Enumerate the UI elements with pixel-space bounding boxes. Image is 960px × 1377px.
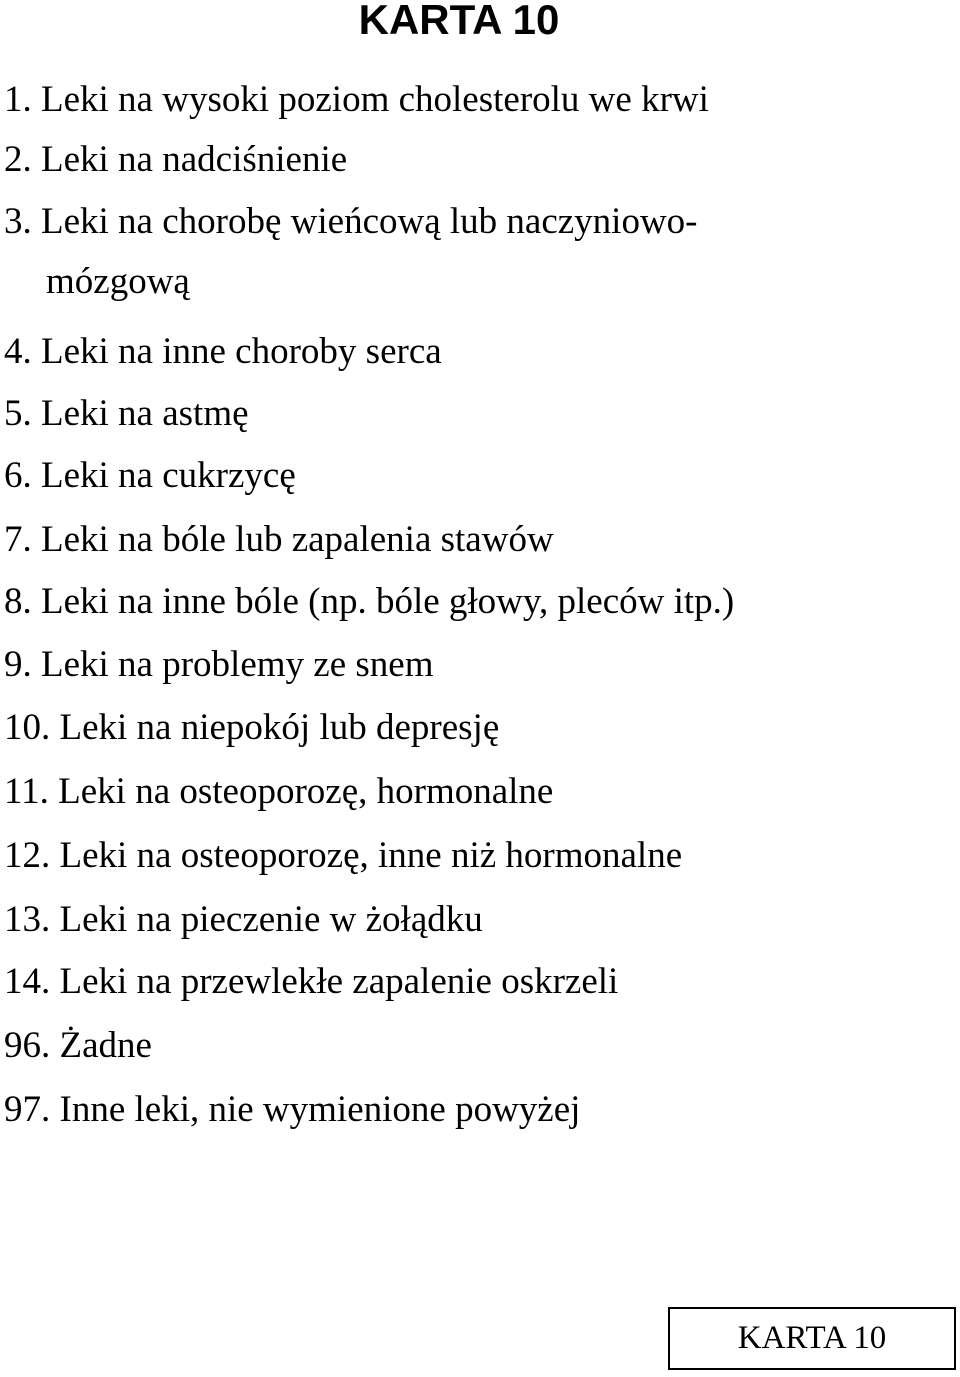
item-number: 1. xyxy=(4,79,32,120)
item-number: 5. xyxy=(4,393,32,434)
list-item xyxy=(4,635,433,695)
list-item xyxy=(4,952,618,1012)
list-item xyxy=(4,192,698,316)
item-text: Leki na niepokój lub depresję xyxy=(59,707,500,748)
list-item xyxy=(4,130,347,190)
item-number: 9. xyxy=(4,644,32,685)
item-number: 12. xyxy=(4,835,51,876)
list-item xyxy=(4,70,709,130)
item-text: Inne leki, nie wymienione powyżej xyxy=(59,1089,581,1130)
item-text: Leki na problemy ze snem xyxy=(41,644,434,685)
item-text-continuation: mózgową xyxy=(46,261,190,302)
item-number: 8. xyxy=(4,581,32,622)
item-number: 3. xyxy=(4,201,32,242)
item-text: Leki na osteoporozę, inne niż hormonalne xyxy=(59,835,683,876)
item-number: 7. xyxy=(4,519,32,560)
list-item xyxy=(4,384,249,444)
item-text: Leki na przewlekłe zapalenie oskrzeli xyxy=(59,961,619,1002)
list-item xyxy=(4,446,296,506)
item-number: 14. xyxy=(4,961,51,1002)
list-item xyxy=(4,510,554,570)
item-text: Leki na cukrzycę xyxy=(41,455,296,496)
card-label-box: KARTA 10 xyxy=(668,1307,956,1370)
item-number: 11. xyxy=(4,771,49,812)
item-number: 2. xyxy=(4,139,32,180)
item-number: 6. xyxy=(4,455,32,496)
item-number: 4. xyxy=(4,331,32,372)
item-number: 96. xyxy=(4,1025,51,1066)
list-item xyxy=(4,826,682,886)
item-text: Leki na osteoporozę, hormonalne xyxy=(58,771,554,812)
item-text: Leki na wysoki poziom cholesterolu we krwi xyxy=(41,79,709,120)
list-item xyxy=(4,322,442,382)
list-item xyxy=(4,1080,580,1140)
item-number: 13. xyxy=(4,899,51,940)
item-text: Leki na bóle lub zapalenia stawów xyxy=(41,519,554,560)
list-item xyxy=(4,762,553,822)
list-item xyxy=(4,572,734,632)
item-text: Żadne xyxy=(59,1025,152,1066)
item-text: Leki na astmę xyxy=(41,393,249,434)
item-text: Leki na inne bóle (np. bóle głowy, pleców itp.) xyxy=(41,581,735,622)
list-item xyxy=(4,1016,152,1076)
item-text: Leki na nadciśnienie xyxy=(41,139,348,180)
page-title: KARTA 10 xyxy=(358,0,560,43)
item-text: Leki na pieczenie w żołądku xyxy=(59,899,483,940)
item-text: Leki na inne choroby serca xyxy=(41,331,442,372)
item-text: Leki na chorobę wieńcową lub naczyniowo- xyxy=(41,201,698,242)
item-number: 10. xyxy=(4,707,51,748)
list-item xyxy=(4,890,483,950)
item-number: 97. xyxy=(4,1089,51,1130)
list-item xyxy=(4,698,499,758)
